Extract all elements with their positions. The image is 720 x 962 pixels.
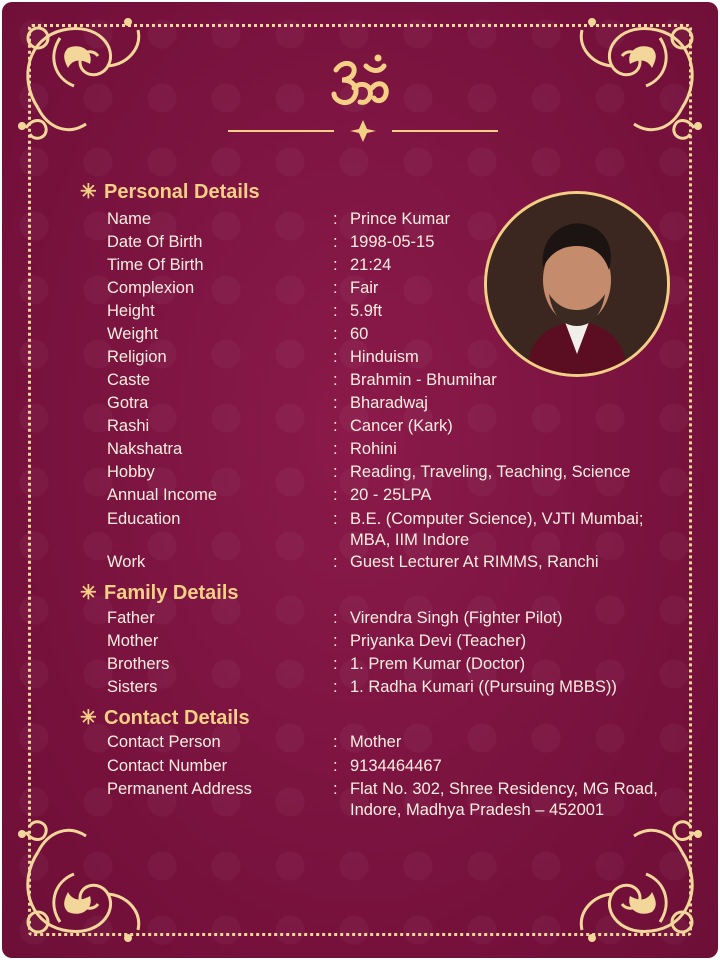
separator-colon: : [333,463,338,481]
separator-colon: : [333,440,338,458]
asterisk-star-icon: ✳ [80,181,97,203]
detail-label: Name [107,210,152,228]
separator-colon: : [333,510,338,528]
detail-value: Cancer (Kark) [350,417,453,435]
asterisk-star-icon: ✳ [80,582,97,604]
corner-ornament-icon [562,802,712,952]
detail-label: Work [107,553,146,571]
detail-label: Rashi [107,417,150,435]
detail-value: 21:24 [350,256,392,274]
detail-label: Annual Income [107,486,218,504]
section-title-text: Family Details [104,582,239,604]
detail-label: Date Of Birth [107,233,203,251]
detail-label: Religion [107,348,167,366]
separator-colon: : [333,553,338,571]
detail-label: Permanent Address [107,780,252,798]
section-title-text: Contact Details [104,707,250,729]
detail-value: Fair [350,279,379,297]
detail-value: Bharadwaj [350,394,428,412]
detail-value: 5.9ft [350,302,383,320]
separator-colon: : [333,733,338,751]
detail-label: Time Of Birth [107,256,204,274]
biodata-card [2,2,718,958]
separator-colon: : [333,233,338,251]
detail-label: Weight [107,325,159,343]
corner-ornament-icon [8,802,158,952]
separator-colon: : [333,279,338,297]
section-title-contact [80,705,250,730]
detail-value: B.E. (Computer Science), VJTI Mumbai; MBA, IIM Indore [350,510,644,549]
separator-colon: : [333,486,338,504]
separator-colon: : [333,780,338,798]
separator-colon: : [333,256,338,274]
detail-value: Mother [350,733,402,751]
detail-value: 20 - 25LPA [350,486,432,504]
section-title-family [80,580,239,605]
detail-label: Mother [107,632,159,650]
detail-label: Education [107,510,181,528]
detail-label: Contact Number [107,757,228,775]
detail-label: Contact Person [107,733,221,751]
detail-value: Hinduism [350,348,419,366]
asterisk-star-icon: ✳ [80,707,97,729]
separator-colon: : [333,394,338,412]
detail-label: Gotra [107,394,149,412]
detail-label: Father [107,609,155,627]
corner-ornament-icon [562,8,712,158]
detail-label: Hobby [107,463,155,481]
section-title-text: Personal Details [104,181,260,203]
detail-label: Caste [107,371,151,389]
detail-value: 1. Radha Kumari ((Pursuing MBBS)) [350,678,617,696]
detail-value: 9134464467 [350,757,442,775]
detail-value: Priyanka Devi (Teacher) [350,632,527,650]
detail-value: Virendra Singh (Fighter Pilot) [350,609,563,627]
detail-label: Brothers [107,655,170,673]
separator-colon: : [333,678,338,696]
separator-colon: : [333,325,338,343]
detail-value: Rohini [350,440,397,458]
detail-value: Reading, Traveling, Teaching, Science [350,463,631,481]
detail-value: Flat No. 302, Shree Residency, MG Road, Indore, Madhya Pradesh – 452001 [350,780,658,819]
om-icon [328,52,394,108]
detail-value: 60 [350,325,369,343]
separator-colon: : [333,609,338,627]
corner-ornament-icon [8,8,158,158]
separator-colon: : [333,757,338,775]
detail-value: 1998-05-15 [350,233,435,251]
detail-label: Complexion [107,279,195,297]
separator-colon: : [333,302,338,320]
section-title-personal [80,179,260,204]
detail-value: Prince Kumar [350,210,450,228]
detail-value: 1. Prem Kumar (Doctor) [350,655,526,673]
detail-value: Brahmin - Bhumihar [350,371,497,389]
detail-value: Guest Lecturer At RIMMS, Ranchi [350,553,599,571]
detail-label: Nakshatra [107,440,183,458]
separator-colon: : [333,655,338,673]
divider-star-icon [226,119,500,143]
separator-colon: : [333,371,338,389]
separator-colon: : [333,632,338,650]
separator-colon: : [333,210,338,228]
detail-label: Height [107,302,155,320]
separator-colon: : [333,417,338,435]
detail-label: Sisters [107,678,158,696]
separator-colon: : [333,348,338,366]
